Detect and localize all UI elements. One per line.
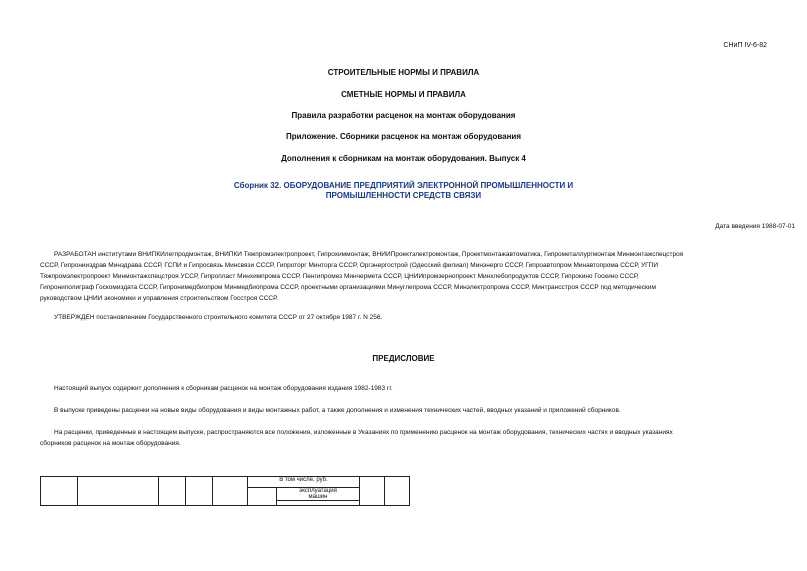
- title-building-norms: СТРОИТЕЛЬНЫЕ НОРМЫ И ПРАВИЛА: [327, 68, 480, 77]
- table-subcell: [277, 501, 360, 506]
- preface-paragraph-1: Настоящий выпуск содержит дополнения к сборникам расценок на монтаж оборудования издания 1982-1983 гг.: [54, 385, 393, 392]
- table-col-3: [159, 477, 186, 506]
- document-code: СНиП IV-6-82: [723, 42, 767, 49]
- title-estimate-norms: СМЕТНЫЕ НОРМЫ И ПРАВИЛА: [341, 90, 466, 99]
- developed-line-4: Гипрониполиграф Госкомиздата СССР, Гипронимедбиопром Минмедбиопрома СССР, проектными организациями Минуглепрома СССР, Минэлектропрома СССР, Минтрансстроя СССР под методическим: [40, 284, 656, 291]
- collection-title-line2: ПРОМЫШЛЕННОСТИ СРЕДСТВ СВЯЗИ: [325, 191, 482, 200]
- title-appendix: Приложение. Сборники расценок на монтаж оборудования: [285, 132, 522, 141]
- table-col-6: [248, 488, 277, 506]
- developed-line-3: Тяжпромэлектропроект Минмонтажспецстроя УССР, Гипропласт Минхимпрома СССР, Пенгипромез Минчермета СССР, ЦНИИпромзернопроект Минхлебопродуктов СССР, Гипрокино Госкино СССР,: [40, 273, 639, 280]
- table-header-machines: [277, 488, 360, 501]
- table-col-2: [78, 477, 159, 506]
- rates-table: [40, 476, 410, 506]
- table-col-5: [213, 477, 248, 506]
- table-header-machines-line1: эксплуатация: [299, 488, 337, 494]
- table-col-4: [186, 477, 213, 506]
- table-col-1: [41, 477, 78, 506]
- preface-paragraph-3-line-2: сборников расценок на монтаж оборудования.: [40, 440, 181, 447]
- introduction-date: Дата введения 1988-07-01: [715, 223, 795, 230]
- title-additions: Дополнения к сборникам на монтаж оборудования. Выпуск 4: [281, 154, 526, 163]
- developed-line-2: СССР, Гипронииздрав Минздрава СССР, ГСПИ и Гипросвязь Минсвязи СССР, Гипроторг Минторга СССР, Оргэнергострой (Одесский филиал) Минэнерго СССР, Гипроавтопром Минавтопрома СССР, УГПИ: [40, 262, 659, 269]
- collection-title-line1: Сборник 32. ОБОРУДОВАНИЕ ПРЕДПРИЯТИЙ ЭЛЕКТРОННОЙ ПРОМЫШЛЕННОСТИ И: [233, 181, 574, 190]
- title-rules: Правила разработки расценок на монтаж оборудования: [291, 111, 516, 120]
- table-header-machines-line2: машин: [308, 494, 328, 500]
- developed-line-5: руководством ЦНИИ экономики и управления строительством Госстроя СССР.: [40, 295, 279, 302]
- preface-paragraph-2: В выпуске приведены расценки на новые виды оборудования и виды монтажных работ, а также дополнения и изменения технических частей, вводных указаний и приложений сборников.: [54, 407, 621, 414]
- table-col-9: [385, 477, 410, 506]
- preface-paragraph-3-line-1: На расценки, приведенные в настоящем выпуске, распространяются все положения, изложенные в Указаниях по применению расценок на монтаж оборудования, технических частях и вводных указаниях: [54, 429, 673, 436]
- preface-heading: ПРЕДИСЛОВИЕ: [372, 354, 435, 363]
- table-col-8: [360, 477, 385, 506]
- developed-line-1: РАЗРАБОТАН институтами ВНИПКИлегпродмонтаж, ВНИПКИ Тяжпромэлектропроект, Гипрохиммонтаж, ВНИИПроектэлектромонтаж, Проектмонтажавтоматика, Гипрометаллургмонтаж Минмонтажспецстроя: [54, 251, 684, 258]
- table-header-including: В том числе, руб.: [248, 477, 360, 488]
- approved-text: УТВЕРЖДЕН постановлением Государственного строительного комитета СССР от 27 октября 1987 г. N 256.: [54, 314, 383, 321]
